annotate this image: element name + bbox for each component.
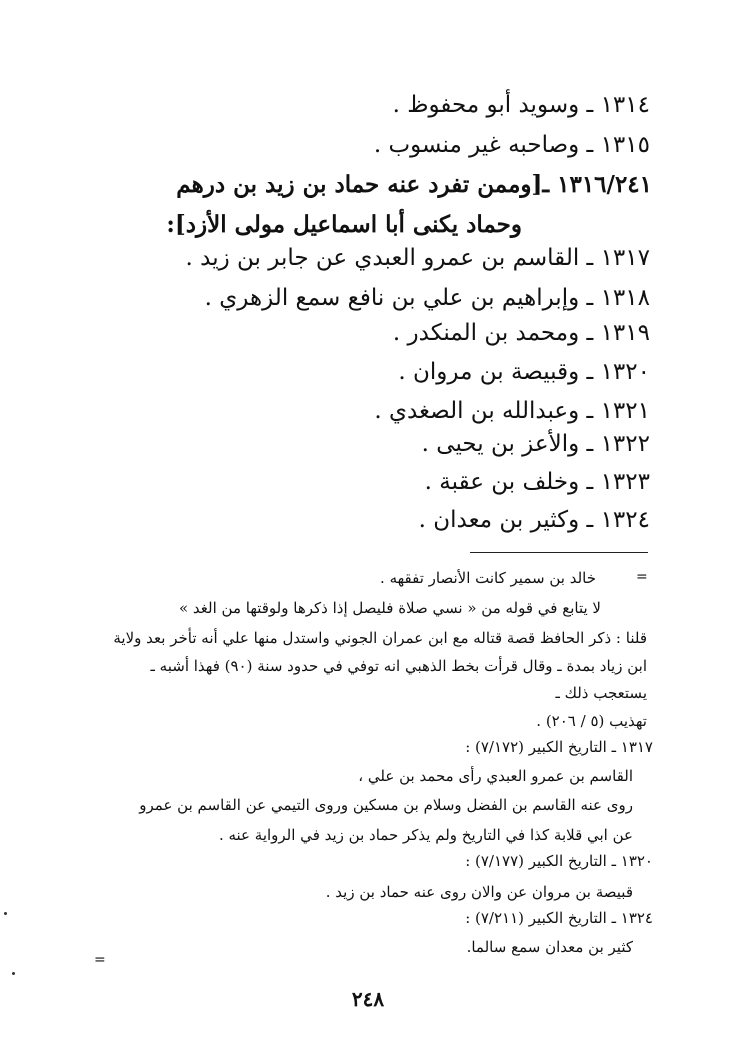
entry-1322: ١٣٢٢ ـ والأعز بن يحيى . bbox=[421, 431, 650, 457]
entry-1321: ١٣٢١ ـ وعبدالله بن الصغدي . bbox=[374, 398, 650, 424]
footnote-line: خالد بن سمير كانت الأنصار تفقهه . bbox=[380, 569, 596, 587]
footnote-line: لا يتابع في قوله من « نسي صلاة فليصل إذا ذكرها ولوقتها من الغد » bbox=[178, 599, 601, 617]
scan-speck bbox=[12, 972, 15, 975]
footnote-line: ابن زياد بمدة ـ وقال قرأت بخط الذهبي انه توفي في حدود سنة (٩٠) فهذا أشبه ـ bbox=[150, 657, 647, 675]
scan-speck bbox=[4, 912, 7, 915]
footnote-line: تهذيب (٥ / ٢٠٦) . bbox=[536, 712, 647, 730]
footnote-line: القاسم بن عمرو العبدي رأى محمد بن علي ، bbox=[358, 767, 633, 785]
footnote-line: روى عنه القاسم بن الفضل وسلام بن مسكين وروى التيمي عن القاسم بن عمرو bbox=[139, 796, 633, 814]
footnote-line: كثير بن معدان سمع سالما. bbox=[466, 938, 633, 956]
footnote-ref-1317: ١٣١٧ ـ التاريخ الكبير (٧/١٧٢) : bbox=[465, 738, 653, 756]
footnote-divider bbox=[470, 552, 648, 553]
entry-1315: ١٣١٥ ـ وصاحبه غير منسوب . bbox=[373, 132, 650, 158]
entry-1317: ١٣١٧ ـ القاسم بن عمرو العبدي عن جابر بن زيد . bbox=[185, 245, 650, 271]
entry-1314: ١٣١٤ ـ وسويد أبو محفوظ . bbox=[392, 92, 650, 118]
entry-1319: ١٣١٩ ـ ومحمد بن المنكدر . bbox=[392, 320, 650, 346]
footnote-line: عن ابي قلابة كذا في التاريخ ولم يذكر حماد بن زيد في الرواية عنه . bbox=[218, 826, 633, 844]
footnote-line: قبيصة بن مروان عن والان روى عنه حماد بن زيد . bbox=[325, 883, 633, 901]
entry-1316-heading: ١٣١٦/٢٤١ ـ[وممن تفرد عنه حماد بن زيد بن درهم bbox=[176, 171, 652, 198]
footnote-line: قلنا : ذكر الحافظ قصة قتاله مع ابن عمران الجوني واستدل منها علي أنه تأخر بعد ولاية bbox=[113, 629, 647, 647]
footnote-ref-1324: ١٣٢٤ ـ التاريخ الكبير (٧/٢١١) : bbox=[465, 909, 653, 927]
entry-1323: ١٣٢٣ ـ وخلف بن عقبة . bbox=[424, 469, 650, 495]
entry-1316-heading-cont: وحماد يكنى أبا اسماعيل مولى الأزد]: bbox=[166, 211, 522, 238]
entry-1318: ١٣١٨ ـ وإبراهيم بن علي بن نافع سمع الزهري . bbox=[204, 285, 650, 311]
footnote-line: يستعجب ذلك ـ bbox=[555, 684, 647, 702]
footnote-ref-1320: ١٣٢٠ ـ التاريخ الكبير (٧/١٧٧) : bbox=[465, 852, 653, 870]
entry-1320: ١٣٢٠ ـ وقبيصة بن مروان . bbox=[398, 359, 650, 385]
continuation-mark-top: = bbox=[636, 569, 648, 585]
entry-1324: ١٣٢٤ ـ وكثير بن معدان . bbox=[418, 507, 650, 533]
page-number: ٢٤٨ bbox=[351, 987, 385, 1011]
continuation-mark-bottom: = bbox=[94, 952, 106, 968]
